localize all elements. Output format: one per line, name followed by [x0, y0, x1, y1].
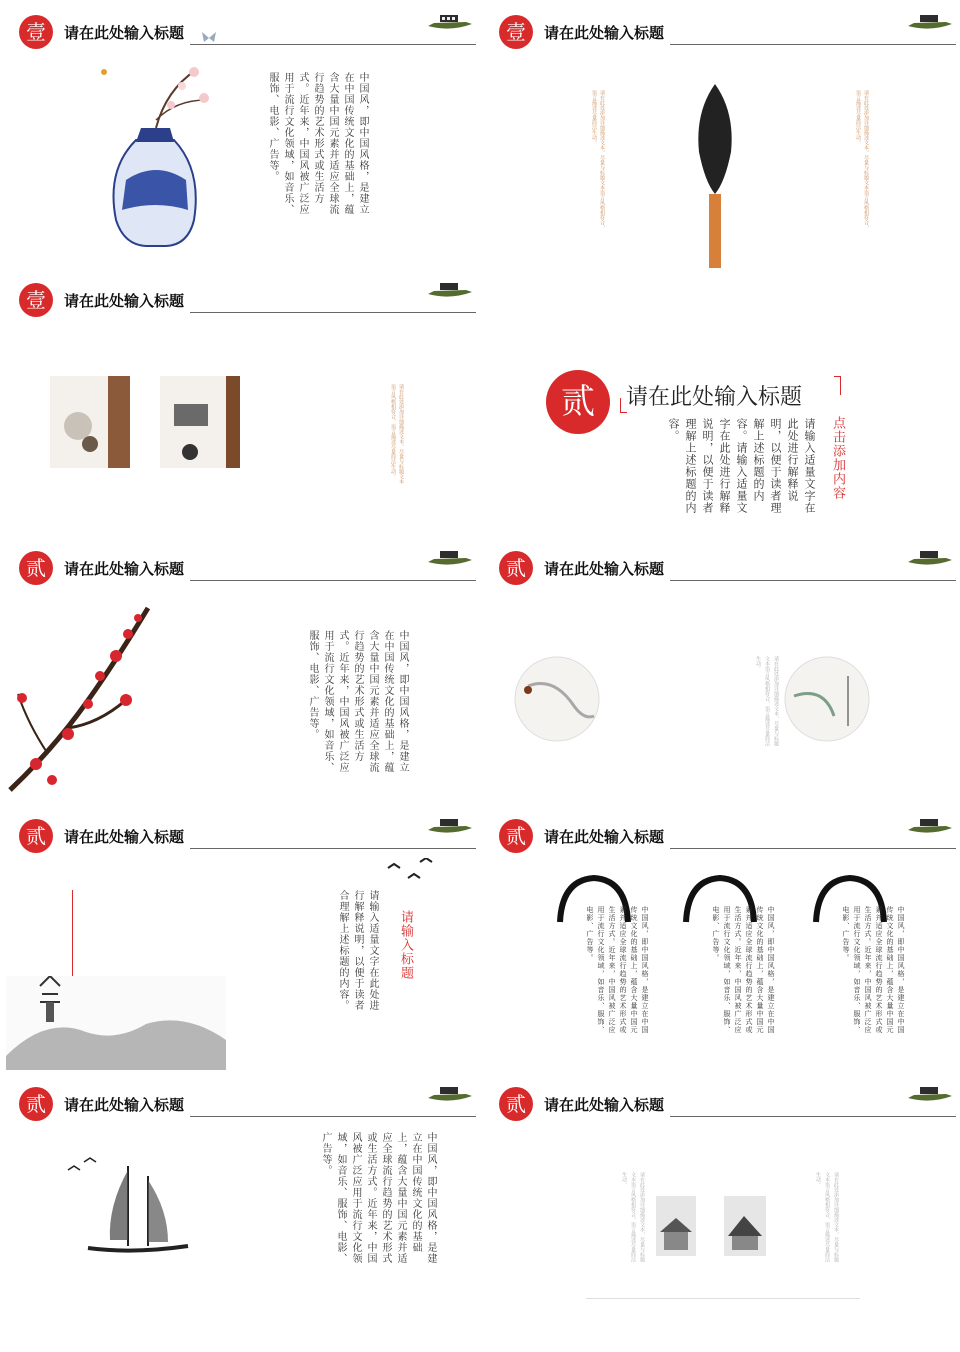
slide-title: 请在此处输入标题 [544, 24, 665, 42]
slide-title: 请在此处输入标题 [64, 292, 185, 310]
arch-text-1: 中国风，即中国风格，是建立在中国传统文化的基础上，蕴含大量中国元素并适应全球流行趋势的艺术形式或生活方式。近年来，中国风被广泛应用于流行文化领域，如音乐、服饰、电影、广告等。 [586, 906, 649, 1034]
plum-blossom-illustration [8, 604, 158, 800]
title-rule [670, 44, 956, 45]
butterfly-icon [200, 30, 218, 46]
slide-7[interactable] [0, 804, 480, 1072]
slide-header [480, 536, 960, 596]
section-seal: 贰 [19, 819, 53, 853]
slide-title: 请在此处输入标题 [64, 560, 185, 578]
ink-circle-right [784, 656, 870, 742]
boat-icon [426, 278, 474, 300]
title-rule [190, 848, 476, 849]
title-rule [670, 1116, 956, 1117]
section-seal: 贰 [19, 551, 53, 585]
ink-photo-1 [50, 376, 130, 468]
placeholder-text: 请在此处添加详细描述文本，尽量与标题文本语言风格相符合，语言描述尽量简洁生动。 [755, 656, 779, 746]
pagoda-landscape-illustration [6, 976, 226, 1070]
slide-heading: 请输入标题 [398, 910, 413, 980]
placeholder-text-left: 请在此处添加详细描述文本，尽量与标题文本语言风格相符合，语言描述尽量简洁生动。 [621, 1172, 645, 1262]
title-rule [190, 44, 476, 45]
placeholder-text-right: 请在此处添加详细描述文本，尽量与标题文本语言风格相符合，语言描述尽量简洁生动。 [815, 1172, 839, 1262]
slide-6[interactable] [480, 536, 960, 804]
section-seal: 壹 [499, 15, 533, 49]
section-seal: 贰 [499, 551, 533, 585]
slide-title: 请在此处输入标题 [544, 560, 665, 578]
slide-2[interactable] [480, 0, 960, 268]
ink-village-image-right [724, 1196, 766, 1256]
slide-1[interactable] [0, 0, 480, 268]
vase-illustration [96, 60, 216, 250]
boat-icon [426, 10, 474, 32]
ink-circle-left [514, 656, 600, 742]
boat-icon [906, 1082, 954, 1104]
slide-header [0, 268, 480, 328]
placeholder-text: 请在此处添加详细描述文本，尽量与标题文本语言风格相符合，语言描述尽量简洁生动。 [390, 384, 404, 484]
section-body: 请输入适量文字在此处进行解释说明，以便于读者理解上述标题的内容。请输入适量文字在此处进行解释说明，以便于读者理解上述标题的内容。 [667, 418, 816, 514]
section-seal-large: 贰 [546, 370, 610, 434]
section-seal: 贰 [499, 1087, 533, 1121]
section-title: 请在此处输入标题 [626, 385, 803, 410]
boat-icon [906, 546, 954, 568]
slide-4-section-cover[interactable] [480, 268, 960, 536]
slide-header [0, 536, 480, 596]
title-rule [190, 312, 476, 313]
body-text: 中国风，即中国风格，是建立在中国传统文化的基础上，蕴含大量中国元素并适应全球流行趋势的艺术形式或生活方式。近年来，中国风被广泛应用于流行文化领域，如音乐、服饰、电影、广告等。 [267, 72, 368, 215]
section-seal: 贰 [19, 1087, 53, 1121]
brush-illustration [685, 82, 745, 268]
body-text: 中国风，即中国风格，是建立在中国传统文化的基础上，蕴含大量中国元素并适应全球流行趋势的艺术形式或生活方式。近年来，中国风被广泛应用于流行文化领域，如音乐、服饰、电影、广告等。 [307, 630, 408, 773]
body-text: 中国风，即中国风格，是建立在中国传统文化的基础上，蕴含大量中国元素并适应全球流行趋势的艺术形式或生活方式。近年来，中国风被广泛应用于流行文化领域，如音乐、服饰、电影、广告等。 [320, 1132, 436, 1264]
arch-text-2: 中国风，即中国风格，是建立在中国传统文化的基础上，蕴含大量中国元素并适应全球流行趋势的艺术形式或生活方式。近年来，中国风被广泛应用于流行文化领域，如音乐、服饰、电影、广告等。 [712, 906, 775, 1034]
slide-title: 请在此处输入标题 [64, 1096, 185, 1114]
slide-title: 请在此处输入标题 [544, 1096, 665, 1114]
section-seal: 贰 [499, 819, 533, 853]
ink-village-image-left [656, 1196, 696, 1256]
slide-header [480, 0, 960, 60]
column-1: 请输入适量文字在此处进行解释说明，以便于读者合理解上述标题的内容。 [337, 890, 378, 1011]
bracket-bottom-left [620, 398, 627, 413]
section-seal: 壹 [19, 283, 53, 317]
section-subtitle[interactable]: 点击添加内容 [830, 416, 845, 500]
boat-icon [426, 546, 474, 568]
boat-icon [906, 814, 954, 836]
slide-9[interactable] [0, 1072, 480, 1340]
arch-text-3: 中国风，即中国风格，是建立在中国传统文化的基础上，蕴含大量中国元素并适应全球流行趋势的艺术形式或生活方式。近年来，中国风被广泛应用于流行文化领域，如音乐、服饰、电影、广告等。 [842, 906, 905, 1034]
placeholder-text-left: 请在此处添加详细描述文本，尽量与标题文本语言风格相符合，语言描述尽量简洁生动。 [591, 90, 605, 230]
ink-photo-2 [160, 376, 240, 468]
slide-3[interactable] [0, 268, 480, 536]
boat-icon [426, 814, 474, 836]
slide-title: 请在此处输入标题 [544, 828, 665, 846]
title-rule [670, 580, 956, 581]
title-rule [670, 848, 956, 849]
slide-title: 请在此处输入标题 [64, 828, 185, 846]
slide-5[interactable] [0, 536, 480, 804]
boat-icon [906, 10, 954, 32]
slide-header [480, 1072, 960, 1132]
slide-header [0, 1072, 480, 1132]
title-rule [190, 1116, 476, 1117]
slide-header [0, 804, 480, 864]
bracket-top-right [834, 376, 841, 395]
sailboat-illustration [58, 1156, 208, 1266]
slide-8[interactable] [480, 804, 960, 1072]
boat-icon [426, 1082, 474, 1104]
birds-icon [384, 858, 434, 888]
slide-header [0, 0, 480, 60]
placeholder-text-right: 请在此处添加详细描述文本，尽量与标题文本语言风格相符合，语言描述尽量简洁生动。 [855, 90, 869, 230]
slide-10[interactable] [480, 1072, 960, 1340]
slide-title: 请在此处输入标题 [64, 24, 185, 42]
title-rule [190, 580, 476, 581]
section-seal: 壹 [19, 15, 53, 49]
slide-header [480, 804, 960, 864]
